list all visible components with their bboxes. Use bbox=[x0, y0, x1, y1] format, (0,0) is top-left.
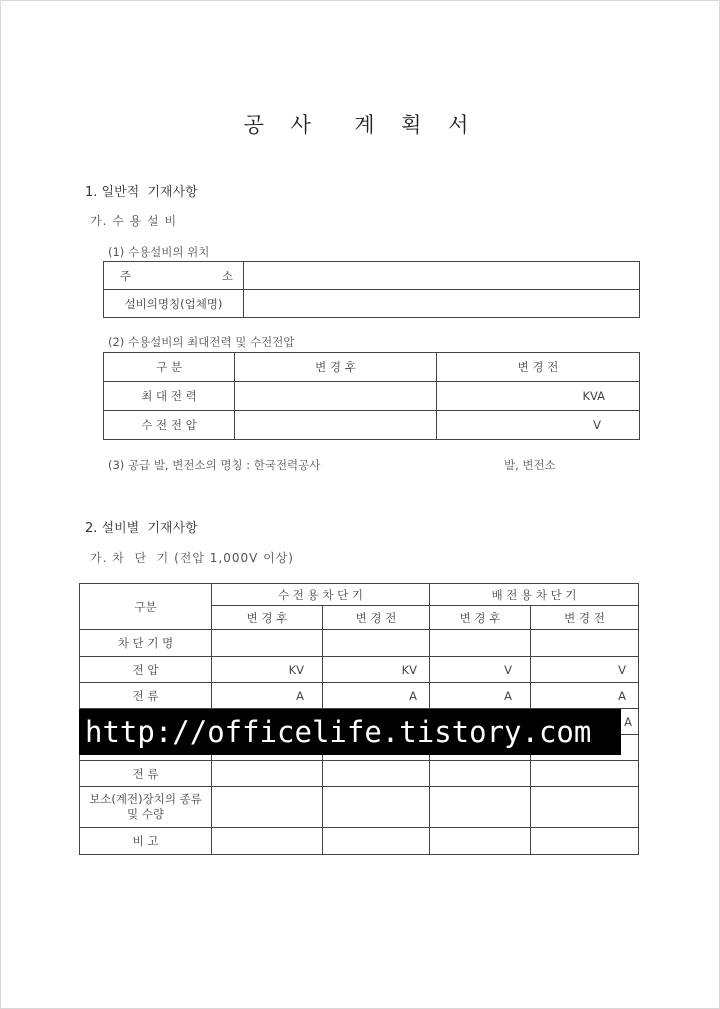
sub-header: 변 경 전 bbox=[531, 606, 639, 630]
table-cell bbox=[430, 630, 531, 657]
table-cell bbox=[212, 630, 323, 657]
item3-suffix: 발, 변전소 bbox=[504, 458, 556, 472]
group-header-distribution: 배 전 용 차 단 기 bbox=[430, 584, 639, 606]
table-cell: KV bbox=[212, 657, 323, 683]
address-label: 주 소 bbox=[104, 262, 244, 290]
address-value bbox=[244, 262, 640, 290]
table-cell bbox=[531, 787, 639, 828]
table-cell bbox=[323, 828, 430, 855]
power-header-before: 변 경 전 bbox=[437, 353, 640, 382]
voltage-before: V bbox=[437, 411, 640, 440]
item3-label: (3) 공급 발, 변전소의 명칭 : 한국전력공사 bbox=[108, 458, 321, 472]
table-cell: A bbox=[323, 683, 430, 709]
watermark-banner: http://officelife.tistory.com bbox=[79, 709, 621, 755]
table-cell bbox=[212, 761, 323, 787]
facility-name-label: 설비의명칭(업체명) bbox=[104, 290, 244, 318]
table-cell bbox=[430, 828, 531, 855]
table-cell bbox=[323, 630, 430, 657]
facility-name-value bbox=[244, 290, 640, 318]
sub-header: 변 경 전 bbox=[323, 606, 430, 630]
power-header-category: 구 분 bbox=[104, 353, 235, 382]
section1-heading: 1. 일반적 기재사항 bbox=[85, 185, 198, 200]
row-label: 보소(계전)장치의 종류및 수량 bbox=[80, 787, 212, 828]
sub-header: 변 경 후 bbox=[212, 606, 323, 630]
row-label: 전 류 bbox=[80, 761, 212, 787]
section2-sub-ga: 가. 차 단 기 (전압 1,000V 이상) bbox=[90, 551, 294, 565]
table-cell: A bbox=[531, 709, 639, 735]
max-power-after bbox=[235, 382, 437, 411]
group-header-receiving: 수 전 용 차 단 기 bbox=[212, 584, 430, 606]
table-row bbox=[104, 290, 640, 318]
table-cell bbox=[323, 761, 430, 787]
table-cell: A bbox=[212, 683, 323, 709]
row-label: 차 단 기 명 bbox=[80, 630, 212, 657]
max-power-label: 최 대 전 력 bbox=[104, 382, 235, 411]
table-row bbox=[104, 411, 640, 440]
max-power-before: KVA bbox=[437, 382, 640, 411]
table-cell bbox=[212, 828, 323, 855]
power-table bbox=[103, 352, 640, 440]
table-row bbox=[80, 657, 639, 683]
table-cell bbox=[531, 828, 639, 855]
table-cell bbox=[212, 787, 323, 828]
row-label: 전 압 bbox=[80, 657, 212, 683]
item1-label: (1) 수용설비의 위치 bbox=[108, 245, 210, 259]
table-cell: V bbox=[430, 657, 531, 683]
voltage-label: 수 전 전 압 bbox=[104, 411, 235, 440]
table-row bbox=[80, 630, 639, 657]
table-cell bbox=[430, 787, 531, 828]
table-cell bbox=[323, 787, 430, 828]
voltage-after bbox=[235, 411, 437, 440]
power-header-after: 변 경 후 bbox=[235, 353, 437, 382]
table-cell bbox=[531, 761, 639, 787]
table-row bbox=[80, 584, 639, 606]
section2-heading: 2. 설비별 기재사항 bbox=[85, 521, 198, 536]
table-cell bbox=[531, 630, 639, 657]
table-row bbox=[80, 761, 639, 787]
row-label: 비 고 bbox=[80, 828, 212, 855]
document-title: 공 사 계 획 서 bbox=[243, 113, 479, 137]
table-cell: V bbox=[531, 657, 639, 683]
table-row bbox=[80, 787, 639, 828]
location-table bbox=[103, 261, 640, 318]
section1-sub-ga: 가. 수 용 설 비 bbox=[90, 214, 178, 228]
item2-label: (2) 수용설비의 최대전력 및 수전전압 bbox=[108, 335, 295, 349]
row-label: 전 류 bbox=[80, 683, 212, 709]
table-row bbox=[104, 262, 640, 290]
breaker-header-corner: 구분 bbox=[80, 584, 212, 630]
table-cell: A bbox=[531, 683, 639, 709]
table-row bbox=[104, 382, 640, 411]
table-row bbox=[80, 828, 639, 855]
table-cell: A bbox=[430, 683, 531, 709]
sub-header: 변 경 후 bbox=[430, 606, 531, 630]
table-row bbox=[104, 353, 640, 382]
table-cell bbox=[430, 761, 531, 787]
table-row bbox=[80, 683, 639, 709]
table-cell: KV bbox=[323, 657, 430, 683]
